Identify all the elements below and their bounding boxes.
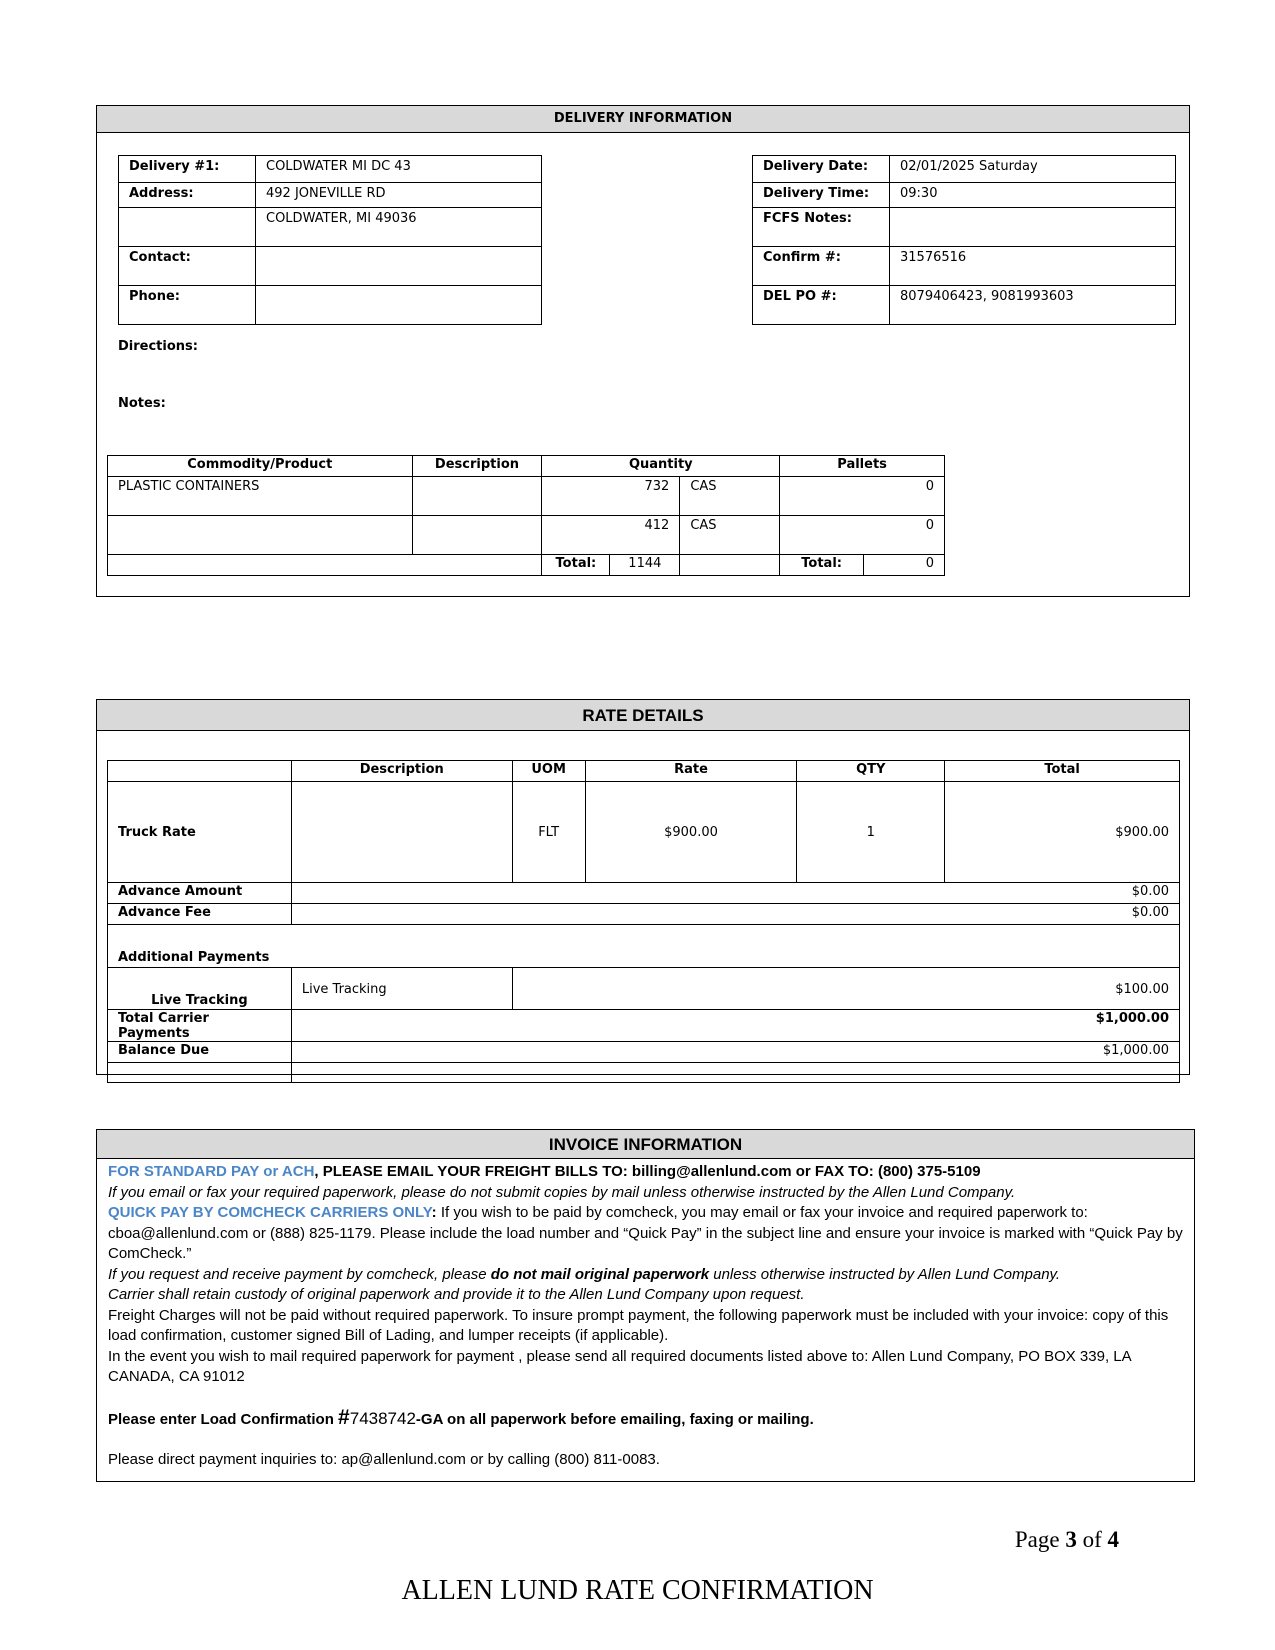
live-tracking-description: Live Tracking xyxy=(291,968,512,1010)
advance-amount-row xyxy=(108,883,1180,904)
payment-inquiry-line: Please direct payment inquiries to: ap@allenlund.com or by calling (800) 811-0083. xyxy=(108,1451,660,1468)
rate-rate-header: Rate xyxy=(585,761,797,782)
balance-due-label: Balance Due xyxy=(108,1042,292,1063)
comcheck-post: unless otherwise instructed by Allen Lund Company. xyxy=(709,1265,1061,1283)
quick-pay-paragraph xyxy=(108,1203,1188,1265)
address-label: Address: xyxy=(119,183,256,208)
truck-rate-uom: FLT xyxy=(512,782,585,883)
live-tracking-value: $100.00 xyxy=(512,968,1179,1010)
table-row xyxy=(108,477,945,516)
truck-rate-row xyxy=(108,782,1180,883)
pallets-total-value: 0 xyxy=(864,555,945,576)
unit-cell: CAS xyxy=(680,477,780,516)
delivery-time-label: Delivery Time: xyxy=(753,183,890,208)
quantity-cell: 732 xyxy=(542,477,680,516)
total-carrier-label: Total Carrier Payments xyxy=(108,1010,292,1042)
commodity-header: Commodity/Product xyxy=(108,456,413,477)
quick-pay-label: QUICK PAY BY COMCHECK CARRIERS ONLY xyxy=(108,1204,432,1221)
delivery-date-label: Delivery Date: xyxy=(753,156,890,183)
rate-qty-header: QTY xyxy=(797,761,945,782)
address-line2: COLDWATER, MI 49036 xyxy=(256,208,542,247)
comcheck-note xyxy=(108,1265,1188,1286)
email-fax-note: If you email or fax your required paperwork, please do not submit copies by mail unless otherwise instructed by the Allen Lund Company. xyxy=(108,1183,1016,1201)
invoice-section xyxy=(96,1129,1195,1482)
rate-uom-header: UOM xyxy=(512,761,585,782)
delivery-section xyxy=(96,105,1190,597)
notes-label: Notes: xyxy=(118,396,166,411)
load-confirmation-hash: # xyxy=(338,1405,350,1429)
description-cell xyxy=(412,477,542,516)
pallets-header: Pallets xyxy=(780,456,945,477)
truck-rate-total: $900.00 xyxy=(945,782,1180,883)
confirm-number-label: Confirm #: xyxy=(753,247,890,286)
phone-label: Phone: xyxy=(119,286,256,325)
standard-pay-text: , PLEASE EMAIL YOUR FREIGHT BILLS TO: billing@allenlund.com or FAX TO: (800) 375-5109 xyxy=(314,1163,981,1180)
rate-blank-header xyxy=(108,761,292,782)
pallets-cell: 0 xyxy=(780,477,945,516)
page-total: 4 xyxy=(1107,1527,1119,1552)
empty-row xyxy=(108,1063,1180,1083)
advance-fee-row xyxy=(108,904,1180,925)
del-po-value: 8079406423, 9081993603 xyxy=(890,286,1176,325)
load-confirmation-number: 7438742 xyxy=(349,1408,416,1428)
delivery-header: DELIVERY INFORMATION xyxy=(97,106,1189,133)
advance-fee-label: Advance Fee xyxy=(108,904,292,925)
load-confirmation-pre: Please enter Load Confirmation xyxy=(108,1410,339,1428)
total-carrier-row xyxy=(108,1010,1180,1042)
quick-pay-text: If you wish to be paid by comcheck, you may email or fax your invoice and required paperwork to: cboa@allenlund.com or (888) 825-1179. Please include the load number and “Quick Pay” in the subject line and ensure your invoice is marked with “Quick Pay by ComCheck.” xyxy=(108,1204,1183,1262)
address-blank-label xyxy=(119,208,256,247)
balance-due-row xyxy=(108,1042,1180,1063)
delivery-location-table xyxy=(118,155,542,325)
balance-due-value: $1,000.00 xyxy=(291,1042,1179,1063)
additional-payments-row xyxy=(108,925,1180,968)
rate-section xyxy=(96,699,1190,1075)
rate-description-header: Description xyxy=(291,761,512,782)
page-word: Page xyxy=(1014,1527,1066,1552)
pallets-cell: 0 xyxy=(780,516,945,555)
directions-label: Directions: xyxy=(118,339,198,354)
load-confirmation-post: -GA on all paperwork before emailing, faxing or mailing. xyxy=(415,1410,814,1428)
contact-value xyxy=(256,247,542,286)
invoice-body xyxy=(108,1162,1188,1471)
advance-amount-value: $0.00 xyxy=(291,883,1179,904)
empty-cell xyxy=(108,1063,292,1083)
fcfs-notes-label: FCFS Notes: xyxy=(753,208,890,247)
freight-charges-note: Freight Charges will not be paid without required paperwork. To insure prompt payment, the following paperwork must be included with your invoice: copy of this load confirmation, customer signed Bill of Lading, and lumper receipts (if applicable). xyxy=(108,1306,1169,1344)
commodity-table xyxy=(107,455,945,576)
rate-total-header: Total xyxy=(945,761,1180,782)
commodity-cell xyxy=(108,516,413,555)
totals-row xyxy=(108,555,945,576)
unit-cell: CAS xyxy=(680,516,780,555)
advance-fee-value: $0.00 xyxy=(291,904,1179,925)
comcheck-pre: If you request and receive payment by comcheck, please xyxy=(108,1265,491,1283)
page-of: of xyxy=(1076,1527,1108,1552)
delivery-number-value: COLDWATER MI DC 43 xyxy=(256,156,542,183)
phone-value xyxy=(256,286,542,325)
standard-pay-line xyxy=(108,1162,1188,1183)
load-confirmation-line xyxy=(108,1405,1188,1431)
empty-cell xyxy=(291,1063,1179,1083)
total-carrier-value: $1,000.00 xyxy=(291,1010,1179,1042)
delivery-schedule-table xyxy=(752,155,1176,325)
pallets-total-label: Total: xyxy=(780,555,864,576)
live-tracking-label: Live Tracking xyxy=(108,968,292,1010)
additional-payments-label: Additional Payments xyxy=(108,925,1180,968)
quantity-header: Quantity xyxy=(542,456,780,477)
description-header: Description xyxy=(412,456,542,477)
fcfs-notes-value xyxy=(890,208,1176,247)
del-po-label: DEL PO #: xyxy=(753,286,890,325)
unit-total-blank xyxy=(680,555,780,576)
truck-rate-description xyxy=(291,782,512,883)
rate-header: RATE DETAILS xyxy=(97,700,1189,731)
confirm-number-value: 31576516 xyxy=(890,247,1176,286)
mail-address-note: In the event you wish to mail required paperwork for payment , please send all required documents listed above to: Allen Lund Company, PO BOX 339, LA CANADA, CA 91012 xyxy=(108,1347,1131,1385)
page-number xyxy=(1015,1527,1119,1553)
quick-pay-colon: : xyxy=(431,1204,437,1221)
address-line1: 492 JONEVILLE RD xyxy=(256,183,542,208)
invoice-header: INVOICE INFORMATION xyxy=(97,1130,1194,1159)
page-current: 3 xyxy=(1065,1527,1077,1552)
totals-blank xyxy=(108,555,542,576)
table-row xyxy=(108,516,945,555)
delivery-time-value: 09:30 xyxy=(890,183,1176,208)
document-title: ALLEN LUND RATE CONFIRMATION xyxy=(401,1575,874,1606)
commodity-cell: PLASTIC CONTAINERS xyxy=(108,477,413,516)
contact-label: Contact: xyxy=(119,247,256,286)
standard-pay-label: FOR STANDARD PAY or ACH xyxy=(108,1163,315,1180)
comcheck-bold: do not mail original paperwork xyxy=(490,1265,710,1283)
truck-rate-qty: 1 xyxy=(797,782,945,883)
delivery-number-label: Delivery #1: xyxy=(119,156,256,183)
quantity-cell: 412 xyxy=(542,516,680,555)
advance-amount-label: Advance Amount xyxy=(108,883,292,904)
custody-note: Carrier shall retain custody of original paperwork and provide it to the Allen Lund Company upon request. xyxy=(108,1286,805,1303)
truck-rate-rate: $900.00 xyxy=(585,782,797,883)
quantity-total-value: 1144 xyxy=(610,555,680,576)
description-cell xyxy=(412,516,542,555)
truck-rate-label: Truck Rate xyxy=(108,782,292,883)
rate-table xyxy=(107,760,1180,1083)
delivery-date-value: 02/01/2025 Saturday xyxy=(890,156,1176,183)
live-tracking-row xyxy=(108,968,1180,1010)
quantity-total-label: Total: xyxy=(542,555,610,576)
